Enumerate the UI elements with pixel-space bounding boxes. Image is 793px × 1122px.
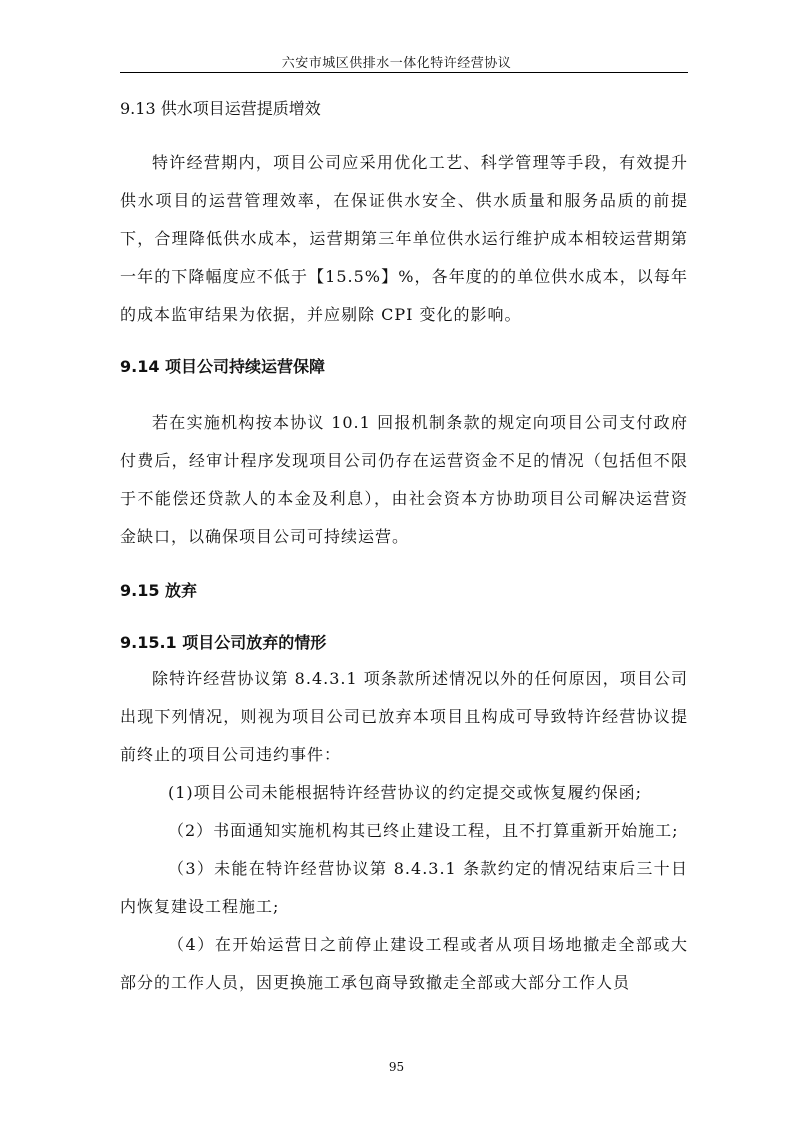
section-heading: 9.15 放弃 <box>120 581 198 600</box>
header-title: 六安市城区供排水一体化特许经营协议 <box>281 56 512 71</box>
section-heading: 9.14 项目公司持续运营保障 <box>120 357 326 376</box>
section-9-13 <box>120 96 688 334</box>
page-number: 95 <box>388 1060 405 1074</box>
list-item: （4）在开始运营日之前停止建设工程或者从项目场地撤走全部或大部分的工作人员，因更换施工承包商导致撤走全部或大部分工作人员 <box>120 935 688 992</box>
document-body <box>120 92 688 1002</box>
section-heading: 9.13 供水项目运营提质增效 <box>120 99 321 118</box>
paragraph: 若在实施机构按本协议 10.1 回报机制条款的规定向项目公司支付政府付费后，经审计程序发现项目公司仍存在运营资金不足的情况（包括但不限于不能偿还贷款人的本金及利息），由社会资本方协助项目公司解决运营资金缺口，以确保项目公司可持续运营。 <box>120 413 688 546</box>
section-heading: 9.15.1 项目公司放弃的情形 <box>120 633 327 652</box>
list-item: （2）书面通知实施机构其已终止建设工程，且不打算重新开始施工; <box>168 821 679 840</box>
paragraph: 除特许经营协议第 8.4.3.1 项条款所述情况以外的任何原因，项目公司出现下列情况，则视为项目公司已放弃本项目且构成可导致特许经营协议提前终止的项目公司违约事件： <box>120 669 688 764</box>
section-9-15-1 <box>120 630 688 1002</box>
list-item: (1)项目公司未能根据特许经营协议的约定提交或恢复履约保函; <box>168 783 643 802</box>
paragraph: 特许经营期内，项目公司应采用优化工艺、科学管理等手段，有效提升供水项目的运营管理效率，在保证供水安全、供水质量和服务品质的前提下，合理降低供水成本，运营期第三年单位供水运行维护成本相较运营期第一年的下降幅度应不低于【15.5%】%，各年度的的单位供水成本，以每年的成本监审结果为依据，并应剔除 CPI 变化的影响。 <box>120 153 688 324</box>
list-item: （3）未能在特许经营协议第 8.4.3.1 条款约定的情况结束后三十日内恢复建设工程施工; <box>120 859 688 916</box>
header-rule <box>120 72 688 73</box>
section-9-15 <box>120 578 688 604</box>
section-9-14 <box>120 354 688 556</box>
